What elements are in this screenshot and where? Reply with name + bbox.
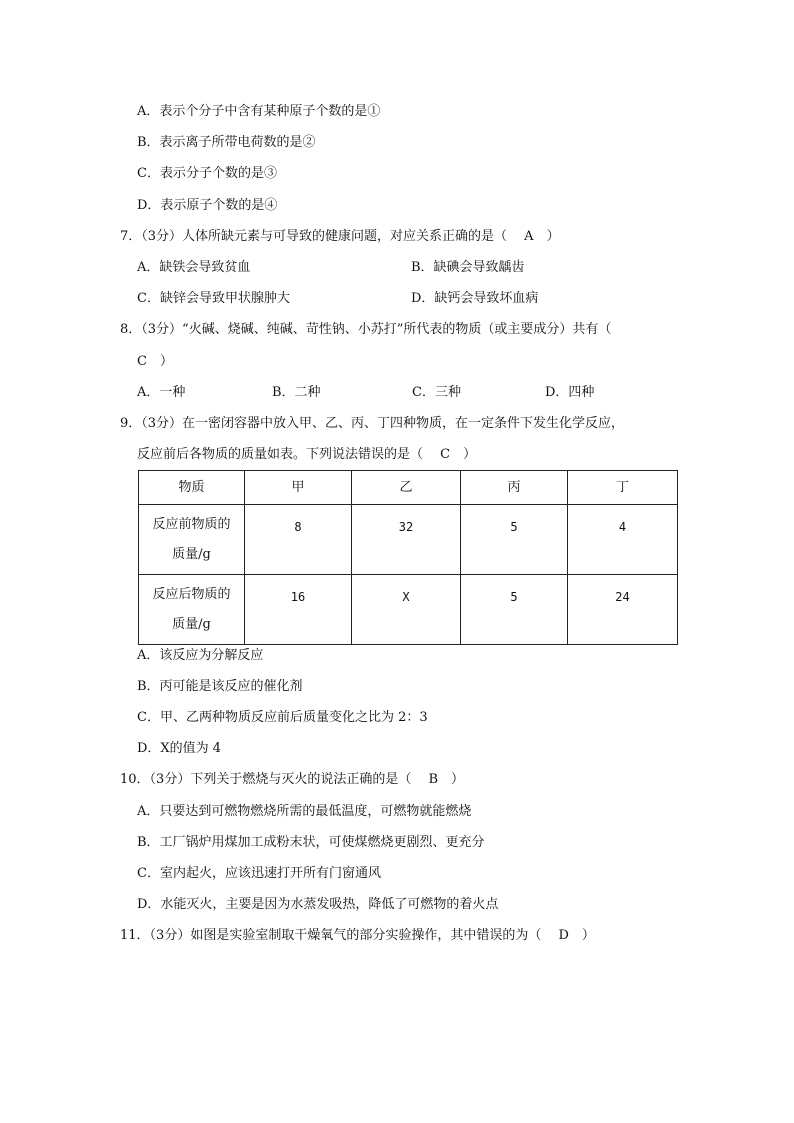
row-label-line: 反应前物质的 bbox=[152, 516, 231, 532]
q7-option-a: A．缺铁会导致贫血 bbox=[137, 260, 251, 275]
table-header-cell: 物质 bbox=[139, 471, 245, 505]
table-header-cell: 丙 bbox=[461, 471, 568, 505]
table-cell: 8 bbox=[245, 505, 352, 575]
table-header-cell: 乙 bbox=[352, 471, 461, 505]
q11-stem: 11．（3分）如图是实验室制取干燥氧气的部分实验操作，其中错误的为（ D ） bbox=[120, 928, 595, 943]
q9-option-a: A．该反应为分解反应 bbox=[137, 648, 264, 663]
q8-option-a: A．一种 bbox=[137, 385, 186, 400]
q10-option-a: A．只要达到可燃物燃烧所需的最低温度，可燃物就能燃烧 bbox=[137, 804, 472, 819]
row-label-line: 质量/g bbox=[172, 546, 211, 562]
table-cell: 5 bbox=[461, 575, 568, 645]
q8-stem: 8．（3分）“火碱、烧碱、纯碱、苛性钠、小苏打”所代表的物质（或主要成分）共有（ bbox=[120, 322, 612, 337]
q10-option-c: C．室内起火，应该迅速打开所有门窗通风 bbox=[137, 866, 381, 881]
table-header-cell: 甲 bbox=[245, 471, 352, 505]
q7-option-d: D．缺钙会导致坏血病 bbox=[411, 291, 539, 306]
q6-option-d: D．表示原子个数的是④ bbox=[137, 198, 278, 213]
q7-stem: 7．（3分）人体所缺元素与可导致的健康问题，对应关系正确的是（ A ） bbox=[120, 229, 560, 244]
q8-answer-line: C ） bbox=[137, 354, 173, 369]
q10-option-d: D．水能灭火，主要是因为水蒸发吸热，降低了可燃物的着火点 bbox=[137, 897, 499, 912]
q7-option-b: B．缺碘会导致龋齿 bbox=[411, 260, 525, 275]
q10-stem: 10．（3分）下列关于燃烧与灭火的说法正确的是（ B ） bbox=[120, 772, 464, 787]
q9-option-d: D．X的值为 4 bbox=[137, 741, 222, 756]
mass-table bbox=[138, 470, 678, 645]
row-label-before bbox=[139, 505, 245, 575]
row-label-after bbox=[139, 575, 245, 645]
q7-option-c: C．缺锌会导致甲状腺肿大 bbox=[137, 291, 290, 306]
table-row bbox=[139, 505, 678, 575]
row-label-line: 反应后物质的 bbox=[152, 586, 231, 602]
q8-option-d: D．四种 bbox=[545, 385, 595, 400]
q6-option-c: C．表示分子个数的是③ bbox=[137, 166, 277, 181]
row-label-line: 质量/g bbox=[172, 616, 211, 632]
table-cell: 24 bbox=[568, 575, 678, 645]
table-row bbox=[139, 575, 678, 645]
q10-option-b: B．工厂锅炉用煤加工成粉末状，可使煤燃烧更剧烈、更充分 bbox=[137, 835, 485, 850]
q6-option-b: B．表示离子所带电荷数的是② bbox=[137, 135, 316, 150]
table-cell: X bbox=[352, 575, 461, 645]
table-cell: 16 bbox=[245, 575, 352, 645]
q6-option-a: A．表示个分子中含有某种原子个数的是① bbox=[137, 104, 381, 119]
q9-option-c: C．甲、乙两种物质反应前后质量变化之比为 2：3 bbox=[137, 710, 428, 725]
q8-option-b: B．二种 bbox=[272, 385, 321, 400]
table-cell: 4 bbox=[568, 505, 678, 575]
q9-stem-line2: 反应前后各物质的质量如表。下列说法错误的是（ C ） bbox=[137, 447, 477, 462]
table-header-cell: 丁 bbox=[568, 471, 678, 505]
table-cell: 32 bbox=[352, 505, 461, 575]
q9-stem-line1: 9．（3分）在一密闭容器中放入甲、乙、丙、丁四种物质，在一定条件下发生化学反应， bbox=[120, 416, 625, 431]
q8-option-c: C．三种 bbox=[412, 385, 461, 400]
table-cell: 5 bbox=[461, 505, 568, 575]
table-header-row bbox=[139, 471, 678, 505]
q9-option-b: B．丙可能是该反应的催化剂 bbox=[137, 679, 303, 694]
